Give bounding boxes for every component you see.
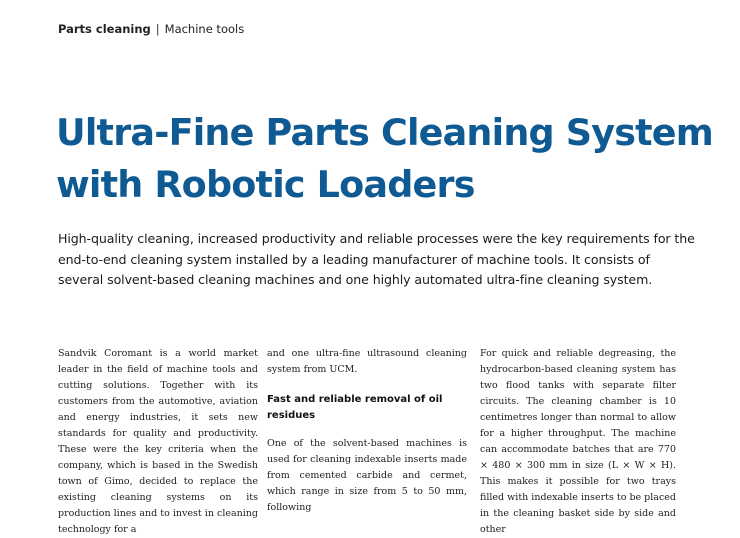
body-paragraph: and one ultra-fine ultrasound cleaning system from UCM.: [267, 348, 467, 375]
body-paragraph: For quick and reliable degreasing, the hydrocarbon-based cleaning system has two flood tanks with separate filter circuits. The cleaning chamber is 10 centimetres longer than normal to allow for a higher throughput. The machine can accommodate batches that are 770 × 480 × 300 mm in size (L × W × H). This makes it possible for two trays filled with indexable inserts to be placed in the cleaning basket side by side and other: [480, 348, 676, 535]
section-label: Parts cleaning: [58, 22, 151, 36]
article-lead: High-quality cleaning, increased productivity and reliable processes were the key requirements for the end-to-end cleaning system installed by a leading manufacturer of machine tools. It consists of several solvent-based cleaning machines and one highly automated ultra-fine cleaning system.: [58, 231, 695, 287]
section-subheading: Fast and reliable removal of oil residues: [267, 394, 443, 421]
header-separator: |: [155, 22, 160, 36]
category-label: Machine tools: [164, 22, 245, 36]
body-paragraph: One of the solvent-based machines is used for cleaning indexable inserts made from cemented carbide and cermet, which range in size from 5 to 50 mm, following: [267, 438, 467, 513]
running-header: [58, 22, 244, 36]
body-column-2: [267, 346, 467, 516]
body-column-3: [480, 346, 676, 538]
body-paragraph: Sandvik Coromant is a world market leader in the field of machine tools and cutting solutions. Together with its customers from the automotive, aviation and energy industries, it sets new standards for quality and productivity. These were the key criteria when the company, which is based in the Swedish town of Gimo, decided to replace the existing cleaning systems on its production lines and to invest in cleaning technology for a: [58, 348, 258, 535]
article-title: Ultra-Fine Parts Cleaning System with Robotic Loaders: [56, 111, 713, 206]
body-column-1: [58, 346, 258, 538]
